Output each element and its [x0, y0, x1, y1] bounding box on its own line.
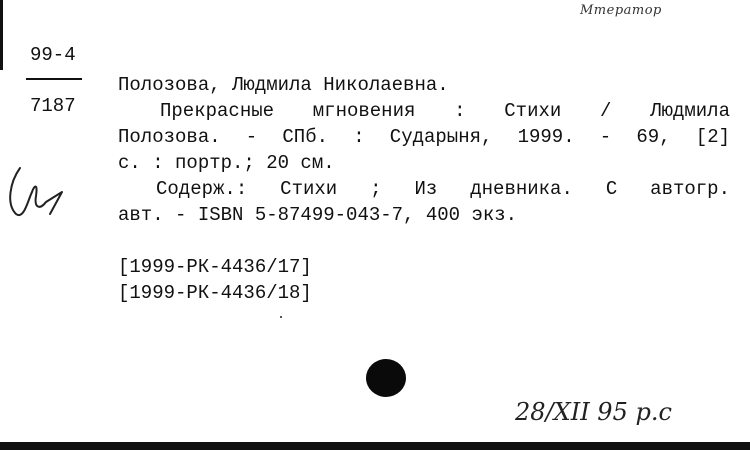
handwritten-bottom-note: 28/XII 95 р.с	[515, 398, 672, 426]
shelf-code-divider	[26, 78, 82, 80]
contents-line: Содерж.: Стихи ; Из дневника. С автогр.	[156, 178, 730, 200]
physical-description-line: с. : портр.; 20 см.	[118, 152, 335, 174]
punch-hole	[366, 359, 406, 397]
card-left-edge	[0, 0, 3, 70]
shelf-code-top: 99-4	[30, 44, 76, 66]
title-line: Прекрасные мгновения : Стихи / Людмила	[160, 100, 730, 122]
isbn-line: авт. - ISBN 5-87499-043-7, 400 экз.	[118, 204, 518, 226]
call-number-2: [1999-РК-4436/18]	[118, 282, 312, 304]
card-bottom-edge	[0, 442, 750, 450]
handwritten-mark-icon	[6, 162, 68, 222]
speck	[280, 316, 282, 318]
handwritten-corner-note: Мтератор	[580, 3, 662, 18]
shelf-code-bottom: 7187	[30, 95, 76, 117]
call-number-1: [1999-РК-4436/17]	[118, 256, 312, 278]
author-heading: Полозова, Людмила Николаевна.	[118, 74, 449, 96]
imprint-line: Полозова. - СПб. : Сударыня, 1999. - 69, [2]	[118, 126, 730, 148]
